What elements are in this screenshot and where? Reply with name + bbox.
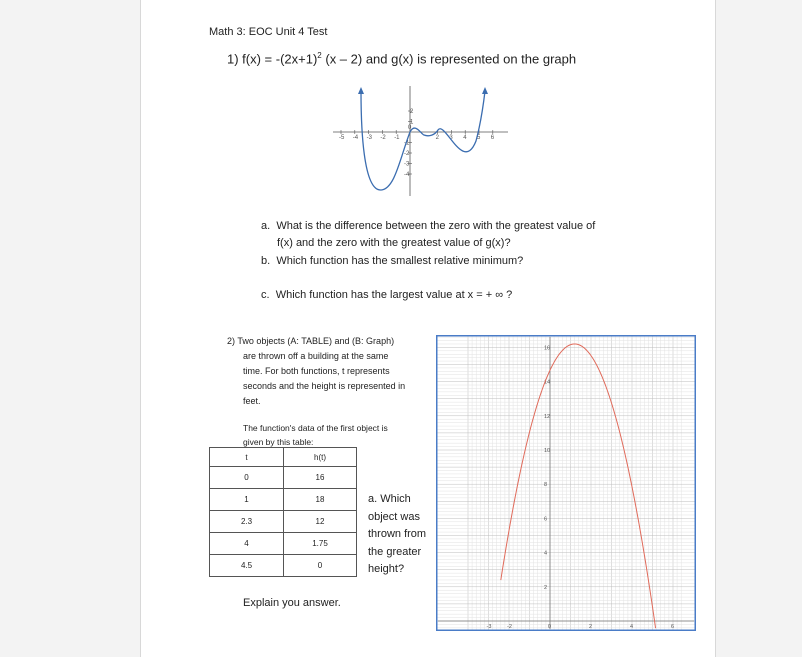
- graph1-ticks: [341, 111, 493, 174]
- graph1-arrow-left: [358, 87, 364, 94]
- graph1-arrow-right: [482, 87, 488, 94]
- table-cell: 1.75: [284, 533, 357, 555]
- graph1-x-tick-label: -5: [339, 135, 345, 141]
- graph-1: [333, 86, 508, 196]
- q2-line: feet.: [243, 396, 261, 406]
- q2-line: are thrown off a building at the same: [243, 351, 389, 361]
- graph1-y-tick-label: -3: [404, 161, 410, 168]
- table-row: [210, 467, 357, 489]
- table-cell: 16: [284, 467, 357, 489]
- page-title: Math 3: EOC Unit 4 Test: [209, 26, 328, 38]
- graph1-y-tick-label: -2: [404, 151, 410, 157]
- graph2-y-tick-label: 14: [544, 379, 551, 386]
- graph2-y-tick-label: 6: [544, 516, 548, 523]
- graph1-x-tick-label: -2: [380, 135, 386, 141]
- table-cell: 0: [284, 555, 357, 577]
- q1-sub-b: [261, 255, 523, 267]
- graph2-x-tick-label: -3: [486, 624, 492, 630]
- table-cell: 1: [210, 489, 284, 511]
- graph1-x-tick-label: -4: [352, 135, 359, 141]
- graph1-x-tick-label: -1: [394, 135, 400, 141]
- graph2-y-tick-label: 4: [544, 550, 548, 557]
- graph1-x-tick-label: 6: [490, 135, 495, 141]
- table-row: [210, 533, 357, 555]
- table-header: h(t): [284, 448, 357, 467]
- q1-suffix: (x – 2) and g(x) is represented on the graph: [321, 51, 577, 67]
- graph2-x-tick-label: -2: [507, 624, 512, 630]
- sub-b-label: b.: [261, 255, 271, 267]
- q1-sub-c: [261, 289, 512, 301]
- sub-c-text: Which function has the largest value at x = + ∞ ?: [275, 289, 513, 301]
- question-2-prompt: [227, 334, 417, 409]
- question-1-prompt: [227, 51, 576, 66]
- graph1-x-tick-label: 0: [408, 125, 412, 131]
- table-row: [210, 555, 357, 577]
- graph2-y-tick-label: 8: [544, 482, 548, 489]
- graph2-y-tick-label: 12: [544, 413, 551, 420]
- graph1-x-tick-label: 3: [449, 135, 453, 141]
- data-line: given by this table:: [243, 437, 314, 447]
- graph2-x-tick-label: 0: [548, 624, 552, 630]
- graph1-y-tick-label: -4: [404, 172, 410, 178]
- q1-prefix: 1) f(x) = -(2x+1): [227, 51, 318, 67]
- q2-line: seconds and the height is represented in: [243, 381, 406, 391]
- graph1-x-tick-label: -3: [366, 135, 372, 141]
- graph2-x-tick-label: 2: [589, 624, 593, 630]
- table-cell: 18: [284, 489, 357, 511]
- graph1-x-tick-label: 4: [463, 135, 467, 141]
- height-table: [209, 447, 357, 577]
- table-row: [210, 489, 357, 511]
- q1-sub-a-cont: [277, 237, 511, 249]
- graph2-x-tick-label: 4: [630, 624, 634, 630]
- table-row: [210, 511, 357, 533]
- table-cell: 2.3: [210, 511, 284, 533]
- graph1-x-tick-label: 5: [477, 135, 481, 141]
- sub-a-text: What is the difference between the zero with the greatest value of: [276, 220, 596, 232]
- sub-a-label: a.: [261, 220, 271, 232]
- graph2-y-tick-label: 10: [544, 448, 551, 454]
- table-cell: 4.5: [210, 555, 284, 577]
- q1-exponent: 2: [317, 51, 322, 60]
- q1-sub-a: [261, 220, 595, 232]
- sub-b-text: Which function has the smallest relative minimum?: [276, 255, 524, 267]
- graph1-y-tick-label: 1: [410, 119, 414, 126]
- graph1-tick-labels: [339, 109, 495, 178]
- graph2-y-tick-label: 16: [544, 345, 551, 352]
- table-cell: 0: [210, 467, 284, 489]
- table-cell: 4: [210, 533, 284, 555]
- data-line: The function's data of the first object is: [243, 423, 388, 433]
- sub-c-label: c.: [261, 289, 270, 301]
- q2-part-a: a. Which object was thrown from the greater height?: [368, 493, 427, 575]
- document-page: [140, 0, 716, 657]
- table-header: t: [210, 448, 284, 467]
- sub-a-text-cont: f(x) and the zero with the greatest value of g(x)?: [277, 237, 511, 249]
- q2-line: 2) Two objects (A: TABLE) and (B: Graph): [227, 336, 395, 346]
- table-cell: 12: [284, 511, 357, 533]
- graph1-y-tick-label: -1: [404, 140, 410, 147]
- graph2-y-tick-label: 2: [544, 584, 548, 591]
- graph1-x-tick-label: 2: [435, 135, 439, 141]
- graph2-x-tick-label: 6: [671, 624, 675, 630]
- q2-line: time. For both functions, t represents: [243, 366, 390, 376]
- table-header-row: [210, 448, 357, 467]
- graph-2: [436, 335, 696, 631]
- explain-prompt: Explain you answer.: [243, 597, 341, 609]
- q2-data-text: [243, 421, 413, 449]
- graph1-y-tick-label: 2: [410, 109, 414, 115]
